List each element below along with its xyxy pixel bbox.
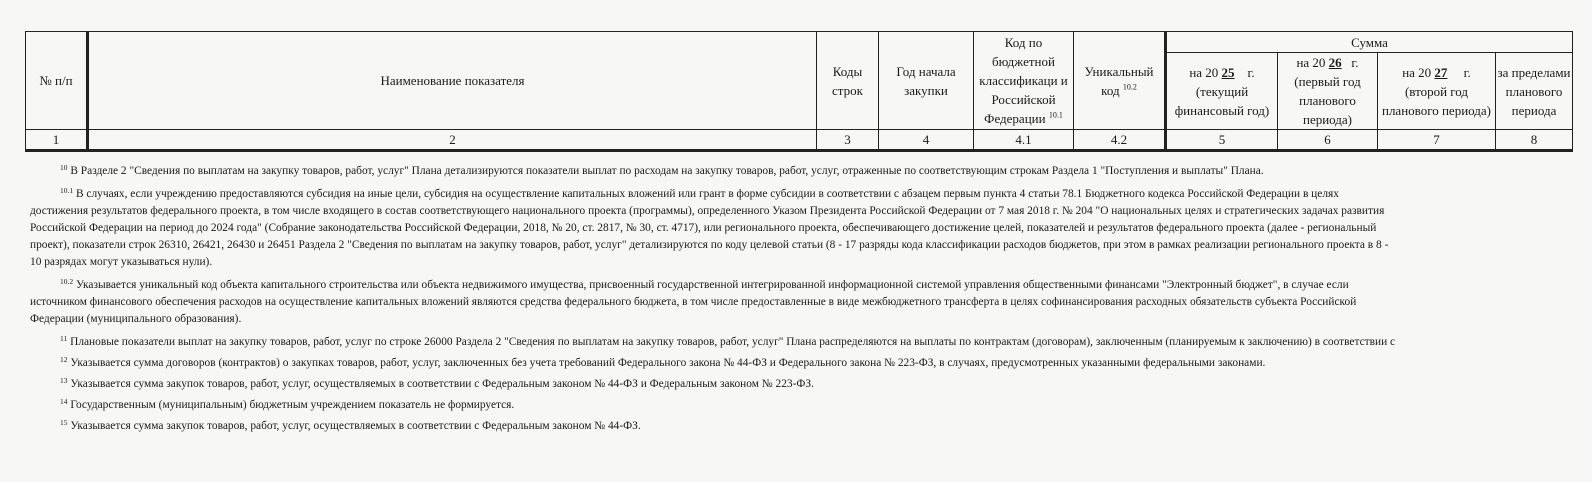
- year1-header: [1166, 53, 1278, 130]
- footnote-line: достижения результатов федерального проекта, в том числе входящего в состав соответствующего национального проекта (программы), определенного Указом Президента Российской Федерации от 7 мая 2018 г. № 204 "О национальных целях и стратегических задачах развития: [30, 205, 1385, 217]
- year1-value: 25: [1221, 64, 1235, 80]
- year1-desc: (текущий финансовый год): [1174, 83, 1270, 118]
- footnote-line: Указывается сумма договоров (контрактов) о закупках товаров, работ, услуг, заключенных без учета требований Федерального закона № 44-ФЗ и Федерального закона № 223-ФЗ, в случаях, предусмотренных указанными федеральными законами.: [70, 357, 1266, 369]
- footnote-line: Указывается уникальный код объекта капитального строительства или объекта недвижимого имущества, присвоенный государственной интегрированной информационной системой управления общественными финансами "Электронный бюджет", в случае если: [75, 279, 1349, 291]
- footnote-line: В Разделе 2 "Сведения по выплатам на закупку товаров, работ, услуг" Плана детализируются показатели выплат по расходам на закупку товаров, работ, услуг, отраженные по соответствующим строкам Раздела 1 "Поступления и выплаты" Плана.: [70, 165, 1264, 177]
- year1-prefix: на 20: [1189, 64, 1219, 80]
- footnote-line: Государственным (муниципальным) бюджетным учреждением показатель не формируется.: [70, 399, 515, 411]
- footnote-mark: 13: [60, 376, 68, 385]
- col-number-cell: 7: [1378, 130, 1496, 151]
- year3-value: 27: [1434, 64, 1448, 80]
- col-year-header: Год начала закупки: [879, 32, 974, 130]
- col-number-cell: 3: [817, 130, 879, 151]
- footnote-line: Плановые показатели выплат на закупку товаров, работ, услуг по строке 26000 Раздела 2 "Сведения по выплатам на закупку товаров, работ, услуг" Плана распределяются на выплаты по контрактам (договорам), заключенным (планируемым к заключению) в соответствии с: [70, 336, 1396, 348]
- footnote-mark: 14: [60, 397, 68, 406]
- footnote-line: источником финансового обеспечения расходов на осуществление капитальных вложений являются средства федерального бюджета, в том числе предоставленные в виде межбюджетного трансферта в целях софинансирования расходных обязательств субъекта Российской: [30, 296, 1357, 308]
- footnote-mark: 11: [60, 334, 68, 343]
- footnote-10-1: [30, 186, 1550, 271]
- col-kbk-sup: 10.1: [1048, 110, 1063, 120]
- footnote-mark: 10: [60, 163, 68, 172]
- col-number-cell: 1: [26, 130, 88, 151]
- year3-desc: (второй год планового периода): [1381, 83, 1491, 118]
- col-number-cell: 8: [1496, 130, 1573, 151]
- footnote-line: Указывается сумма закупок товаров, работ, услуг, осуществляемых в соответствии с Федеральным законом № 44-ФЗ и Федеральным законом № 223-ФЗ.: [70, 378, 814, 390]
- footnote-line: 10 разрядах могут указываться нули).: [30, 256, 213, 268]
- col-number-cell: 2: [88, 130, 817, 151]
- footnote-12: [30, 355, 1550, 372]
- col-name-header: Наименование показателя: [88, 32, 817, 130]
- beyond-header: за пределами планового периода: [1496, 53, 1573, 130]
- footnote-line: В случаях, если учреждению предоставляются субсидия на иные цели, субсидия на осуществление капитальных вложений или грант в форме субсидии в соответствии с абзацем первым пункта 4 статьи 78.1 Бюджетного кодекса Российской Федерации в целях: [75, 188, 1339, 200]
- col-kbk-label: Код по бюджетной классификаци и Российской Федерации: [979, 35, 1068, 126]
- footnote-line: проект), показатели строк 26310, 26421, 26430 и 26451 Раздела 2 "Сведения по выплатам на закупку товаров, работ, услуг" детализируются по коду целевой статьи (8 - 17 разряды кода классификации расходов бюджетов, при этом в рамках реализации регионального проекта в 8 -: [30, 239, 1389, 251]
- col-number-cell: 6: [1278, 130, 1378, 151]
- year2-header: [1278, 53, 1378, 130]
- footnote-14: [30, 397, 1550, 414]
- footnote-10: [30, 163, 1550, 180]
- col-num-header: № п/п: [26, 32, 88, 130]
- footnote-11: [30, 334, 1550, 351]
- year2-value: 26: [1328, 55, 1342, 70]
- year2-desc: (первый год планового периода): [1294, 74, 1361, 127]
- footnote-15: [30, 418, 1550, 435]
- footnote-mark: 15: [60, 418, 68, 427]
- year3-suffix: г.: [1463, 64, 1471, 80]
- col-number-cell: 4: [879, 130, 974, 151]
- sum-header: Сумма: [1166, 32, 1573, 53]
- col-unique-sup: 10.2: [1122, 82, 1137, 92]
- footnote-mark: 10.2: [60, 277, 74, 286]
- footnote-line: Российской Федерации на период до 2024 года" (Собрание законодательства Российской Федерации, 2018, № 20, ст. 2817, № 30, ст. 4717), или регионального проекта, обеспечивающего достижение целей, показателей и результатов федерального проекта (далее - региональный: [30, 222, 1377, 234]
- year1-suffix: г.: [1247, 64, 1255, 80]
- footnote-10-2: [30, 277, 1550, 328]
- col-number-cell: 4.2: [1074, 130, 1166, 151]
- footnote-line: Указывается сумма закупок товаров, работ, услуг, осуществляемых в соответствии с Федеральным законом № 44-ФЗ.: [70, 420, 641, 432]
- col-codes-header: Коды строк: [817, 32, 879, 130]
- footnotes: [30, 163, 1550, 435]
- col-unique-label: Уникальный код: [1084, 63, 1154, 98]
- col-kbk-header: [974, 32, 1074, 130]
- col-number-cell: 4.1: [974, 130, 1074, 151]
- header-table: [25, 31, 1573, 152]
- year2-prefix: на 20: [1296, 55, 1326, 70]
- footnote-line: Федерации (муниципального образования).: [30, 313, 242, 325]
- footnote-mark: 10.1: [60, 186, 74, 195]
- year2-suffix: г.: [1351, 55, 1359, 70]
- col-unique-header: [1074, 32, 1166, 130]
- year3-header: [1378, 53, 1496, 130]
- year3-prefix: на 20: [1402, 64, 1432, 80]
- col-number-cell: 5: [1166, 130, 1278, 151]
- footnote-mark: 12: [60, 355, 68, 364]
- footnote-13: [30, 376, 1550, 393]
